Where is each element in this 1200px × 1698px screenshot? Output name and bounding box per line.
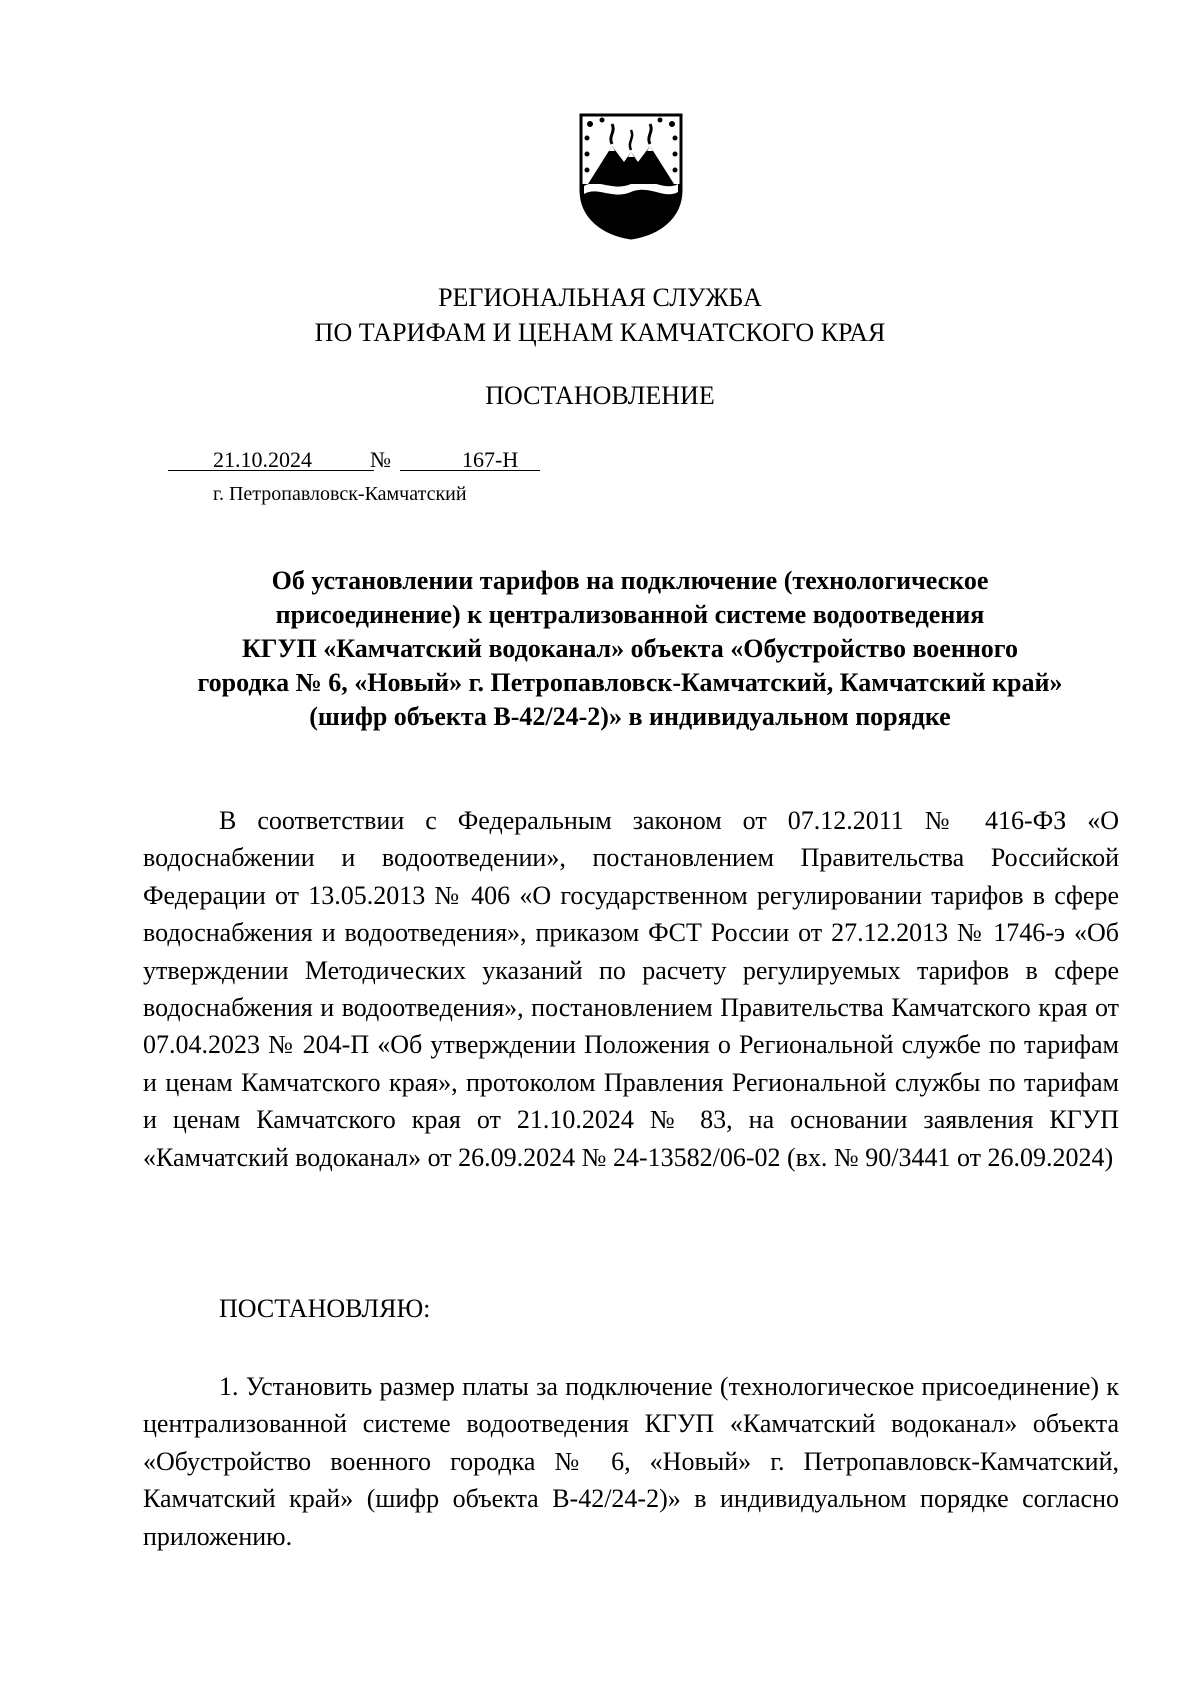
title-line: Об установлении тарифов на подключение (технологическое xyxy=(271,566,989,595)
decree-word: ПОСТАНОВЛЯЮ: xyxy=(219,1294,431,1323)
organization-name-line1: РЕГИОНАЛЬНАЯ СЛУЖБА xyxy=(438,283,762,312)
document-city: г. Петропавловск-Камчатский xyxy=(213,483,467,505)
title-line: присоединение) к централизованной системе водоотведения xyxy=(275,600,985,629)
title-line: городка № 6, «Новый» г. Петропавловск-Камчатский, Камчатский край» xyxy=(197,668,1063,697)
item-1-paragraph: 1. Установить размер платы за подключение (технологическое присоединение) к централизованной системе водоотведения КГУП «Камчатский водоканал» объекта «Обустройство военного городка № 6, «Новый» г. Петропавловск-Камчатский, Камчатский край» (шифр объекта В-42/24-2)» в индивидуальном порядке согласно приложению. xyxy=(143,1372,1119,1551)
kamchatka-coat-of-arms-icon xyxy=(578,112,684,240)
document-date: 21.10.2024 xyxy=(213,447,312,472)
document-number: 167-Н xyxy=(462,447,519,472)
organization-name-line2: ПО ТАРИФАМ И ЦЕНАМ КАМЧАТСКОГО КРАЯ xyxy=(314,318,886,347)
number-sign: № xyxy=(370,447,391,472)
title-line: (шифр объекта В-42/24-2)» в индивидуальном порядке xyxy=(309,702,951,731)
document-type: ПОСТАНОВЛЕНИЕ xyxy=(485,381,715,410)
preamble-paragraph: В соответствии с Федеральным законом от 07.12.2011 № 416-ФЗ «О водоснабжении и водоотведении», постановлением Правительства Российской Федерации от 13.05.2013 № 406 «О государственном регулировании тарифов в сфере водоснабжения и водоотведения», приказом ФСТ России от 27.12.2013 № 1746-э «Об утверждении Методических указаний по расчету регулируемых тарифов в сфере водоснабжения и водоотведения», постановлением Правительства Камчатского края от 07.04.2023 № 204-П «Об утверждении Положения о Региональной службе по тарифам и ценам Камчатского края», протоколом Правления Региональной службы по тарифам и ценам Камчатского края от 21.10.2024 № 83, на основании заявления КГУП «Камчатский водоканал» от 26.09.2024 № 24-13582/06-02 (вх. № 90/3441 от 26.09.2024) xyxy=(143,806,1119,1172)
title-line: КГУП «Камчатский водоканал» объекта «Обустройство военного xyxy=(242,634,1018,663)
document-title xyxy=(140,564,1120,734)
